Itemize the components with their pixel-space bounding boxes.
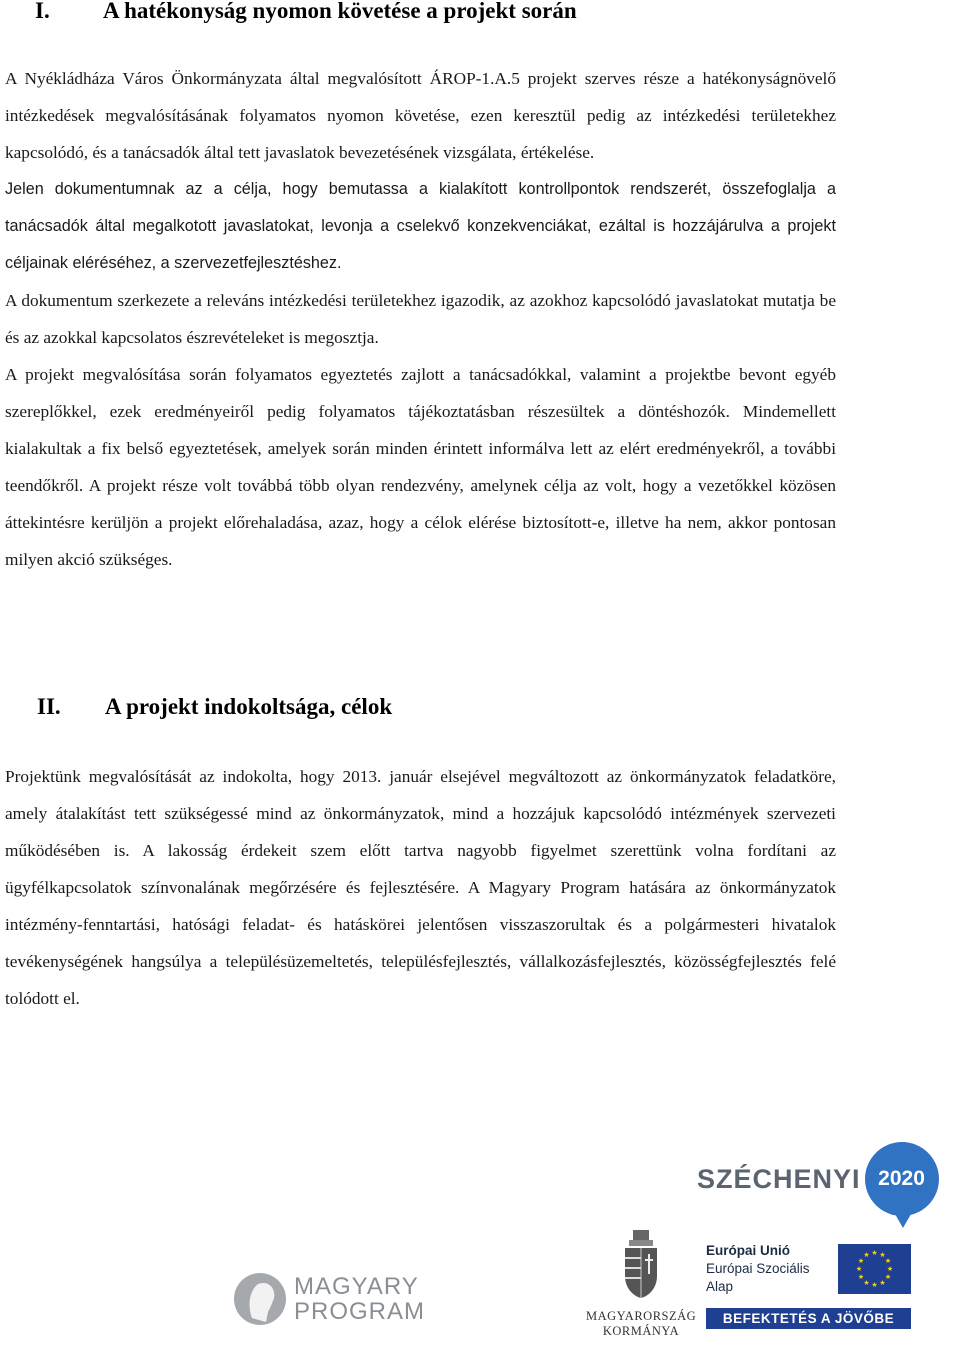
magyary-portrait-icon xyxy=(234,1270,286,1328)
befektetes-banner: BEFEKTETÉS A JÖVŐBE xyxy=(706,1308,911,1329)
paragraph: A Nyékládháza Város Önkormányzata által megvalósított ÁROP-1.A.5 projekt szerves része a hatékonyságnövelő intézkedések megvalósításának folyamatos nyomon követése, ezen keresztül pedig az intézkedési területekhez kapcsolódó, és a tanácsadók által tett javaslatok bevezetésének vizsgálata, értékelése. xyxy=(5,69,836,162)
szechenyi-2020-logo xyxy=(697,1142,939,1216)
svg-text:★: ★ xyxy=(857,1273,865,1281)
eu-line-1: Európai Unió xyxy=(706,1243,790,1258)
svg-text:★: ★ xyxy=(863,1279,870,1287)
kormany-line-1: MAGYARORSZÁG xyxy=(586,1309,697,1323)
svg-text:★: ★ xyxy=(855,1265,863,1273)
eu-esza-logo xyxy=(706,1242,911,1326)
szechenyi-badge-icon xyxy=(865,1142,939,1216)
section-body-2 xyxy=(5,758,836,1017)
magyary-text xyxy=(294,1274,425,1324)
szechenyi-text: SZÉCHENYI xyxy=(697,1163,861,1194)
svg-text:★: ★ xyxy=(884,1257,892,1265)
section-number-2: II. xyxy=(37,694,61,719)
svg-text:★: ★ xyxy=(886,1265,894,1273)
magyary-line-2: PROGRAM xyxy=(294,1298,426,1325)
eu-flag-icon xyxy=(838,1244,911,1294)
magyary-program-logo xyxy=(234,1270,425,1328)
svg-text:★: ★ xyxy=(857,1257,865,1265)
paragraph: A projekt megvalósítása során folyamatos egyeztetés zajlott a tanácsadókkal, valamint a projektbe bevont egyéb szereplőkkel, ezek eredményeiről pedig folyamatos tájékoztatásban részesültek a döntéshozók. Mindemellett kialakultak a fix belső egyeztetések, amelyek során minden érintett informálva lett az elért eredményekről, a további teendőkről. A projekt része volt továbbá több olyan rendezvény, amelynek célja az volt, hogy a vezetőkkel közösen áttekintésre kerüljön a projekt előrehaladása, azaz, hogy a célok elérése biztosított-e, illetve ha nem, akkor pontosan milyen akció szükséges. xyxy=(5,365,836,569)
eu-line-2: Európai Szociális xyxy=(706,1261,810,1276)
section-number-1: I. xyxy=(35,0,50,23)
svg-text:★: ★ xyxy=(879,1251,886,1259)
magyary-line-1: MAGYARY xyxy=(294,1273,419,1300)
section-body-1 xyxy=(5,60,836,578)
section-title-2: A projekt indokoltsága, célok xyxy=(105,694,393,719)
szechenyi-year: 2020 xyxy=(878,1167,925,1190)
svg-text:★: ★ xyxy=(871,1249,878,1257)
svg-text:★: ★ xyxy=(884,1273,892,1281)
svg-text:★: ★ xyxy=(879,1279,886,1287)
coat-of-arms-icon xyxy=(621,1230,661,1300)
svg-text:★: ★ xyxy=(863,1251,870,1259)
paragraph: Jelen dokumentumnak az a célja, hogy bemutassa a kialakított kontrollpontok rendszerét, összefoglalja a tanácsadók által megalkotott javaslatokat, levonja a cselekvő konzekvenciákat, ezáltal is hozzájárulva a projekt céljainak eléréséhez, a szervezetfejlesztéshez. xyxy=(5,180,836,272)
paragraph: A dokumentum szerkezete a releváns intézkedési területekhez igazodik, az azokhoz kapcsolódó javaslatokat mutatja be és az azokkal kapcsolatos észrevételeket is megosztja. xyxy=(5,291,836,347)
kormany-line-2: KORMÁNYA xyxy=(602,1324,680,1338)
section-heading-1 xyxy=(35,0,577,24)
section-heading-2 xyxy=(37,694,392,720)
paragraph: Projektünk megvalósítását az indokolta, hogy 2013. január elsejével megváltozott az önkormányzatok feladatköre, amely átalakítást tett szükségessé mind az önkormányzatok, mind a hozzájuk kapcsolódó intézmények szervezeti működésében is. A lakosság érdekeit szem előtt tartva nagyobb figyelmet szerettünk volna fordítani az ügyfélkapcsolatok színvonalának megőrzésére és fejlesztésére. A Magyary Program hatására az önkormányzatok intézmény-fenntartási, hatósági feladat- és hatáskörei jelentősen visszaszorultak és a polgármesteri hivatalok tevékenységének hangsúlya a településüzemeltetés, településfejlesztés, vállalkozásfejlesztés, közösségfejlesztés felé tolódott el. xyxy=(5,767,836,1008)
kormany-text xyxy=(586,1309,696,1339)
magyarorszag-kormanya-logo xyxy=(586,1230,696,1339)
section-title-1: A hatékonyság nyomon követése a projekt során xyxy=(103,0,577,23)
svg-text:★: ★ xyxy=(871,1281,878,1289)
eu-line-3: Alap xyxy=(706,1279,734,1294)
